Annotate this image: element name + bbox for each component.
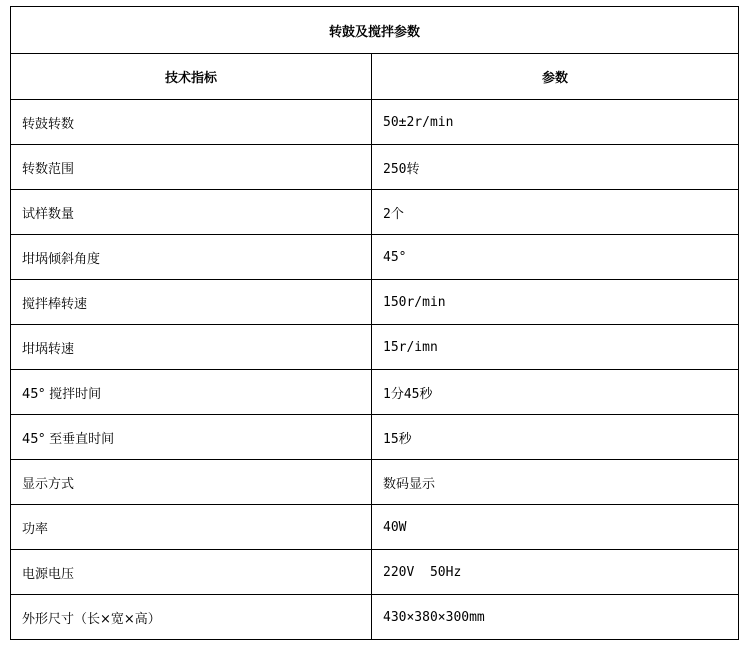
table-row	[11, 190, 739, 235]
column-header-indicator: 技术指标	[11, 54, 372, 100]
row-value: 45°	[372, 235, 739, 280]
title-row	[11, 7, 739, 54]
table-row	[11, 280, 739, 325]
table-row	[11, 235, 739, 280]
row-label: 电源电压	[11, 550, 372, 595]
table-row	[11, 325, 739, 370]
row-label: 搅拌棒转速	[11, 280, 372, 325]
row-value: 1分45秒	[372, 370, 739, 415]
row-value: 数码显示	[372, 460, 739, 505]
table-row	[11, 550, 739, 595]
table-row	[11, 460, 739, 505]
row-label: 试样数量	[11, 190, 372, 235]
table-row	[11, 370, 739, 415]
spec-table	[10, 6, 739, 640]
row-label: 转数范围	[11, 145, 372, 190]
table-row	[11, 505, 739, 550]
row-label: 坩埚倾斜角度	[11, 235, 372, 280]
column-header-parameter: 参数	[372, 54, 739, 100]
table-row	[11, 100, 739, 145]
row-label: 坩埚转速	[11, 325, 372, 370]
row-value: 250转	[372, 145, 739, 190]
row-value: 150r/min	[372, 280, 739, 325]
row-value: 15秒	[372, 415, 739, 460]
row-value: 50±2r/min	[372, 100, 739, 145]
table-title: 转鼓及搅拌参数	[11, 7, 739, 54]
row-label: 转鼓转数	[11, 100, 372, 145]
row-label: 外形尺寸（长×宽×高）	[11, 595, 372, 640]
header-row	[11, 54, 739, 100]
row-label: 45° 至垂直时间	[11, 415, 372, 460]
row-value: 15r/imn	[372, 325, 739, 370]
row-label: 45° 搅拌时间	[11, 370, 372, 415]
table-row	[11, 145, 739, 190]
row-label: 显示方式	[11, 460, 372, 505]
table-row	[11, 595, 739, 640]
row-label: 功率	[11, 505, 372, 550]
row-value: 40W	[372, 505, 739, 550]
row-value: 2个	[372, 190, 739, 235]
row-value: 430×380×300mm	[372, 595, 739, 640]
table-row	[11, 415, 739, 460]
row-value: 220V 50Hz	[372, 550, 739, 595]
